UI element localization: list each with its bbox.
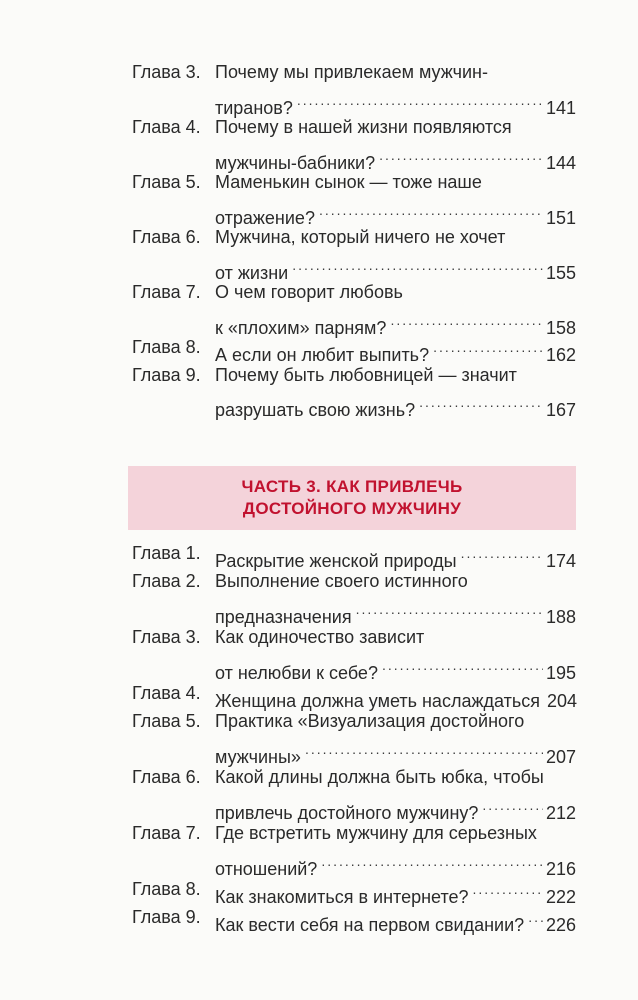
toc-entry-line [0,113,638,141]
page-number: 207 [545,747,576,767]
chapter-title: к «плохим» парням? [215,317,387,338]
part3-heading-line1: ЧАСТЬ 3. КАК ПРИВЛЕЧЬ [241,477,463,496]
page-number: 216 [545,859,576,879]
dot-leader [419,388,543,416]
toc-entry-line [0,539,638,571]
chapter-title: тиранов? [215,97,293,118]
dot-leader [297,86,543,114]
page-number: 174 [545,551,576,571]
chapter-label: Глава 4. [132,683,201,703]
chapter-label: Глава 7. [132,823,201,843]
chapter-title: от нелюбви к себе? [215,663,378,683]
toc-entry-line [0,567,638,595]
chapter-title: от жизни [215,262,289,283]
toc-entry-line [0,875,638,907]
page-number: 141 [545,97,576,118]
chapter-label: Глава 5. [132,711,201,731]
toc-entry-line [0,251,638,283]
page-number: 226 [545,915,576,935]
toc-entry-line [0,196,638,228]
toc-entry-line [0,278,638,306]
part3-heading-line2: ДОСТОЙНОГО МУЖЧИНУ [242,499,462,518]
page-number: 151 [545,207,576,228]
page-number: 155 [545,262,576,283]
page-number: 144 [545,152,576,173]
chapter-title: Где встретить мужчину для серьезных [215,823,537,843]
chapter-title: мужчины-бабники? [215,152,376,173]
chapter-title: Практика «Визуализация достойного [215,711,525,731]
chapter-title: разрушать свою жизнь? [215,400,416,420]
toc-entry-line [0,141,638,173]
chapter-label: Глава 1. [132,543,201,563]
toc-entry-line [0,763,638,791]
leader-row [215,903,576,939]
page-number: 204 [546,691,578,711]
toc-entry-line [0,333,638,365]
chapter-title: Какой длины должна быть юбка, чтобы [215,767,544,787]
toc-entry-line [0,223,638,251]
page-number: 188 [545,607,576,627]
dot-leader [321,847,543,875]
dot-leader [482,791,543,819]
page-number: 222 [545,887,576,907]
toc-entry-line [0,735,638,767]
chapter-title: предназначения [215,607,352,627]
chapter-title: мужчины» [215,747,301,767]
chapter-title: Почему мы привлекаем мужчин- [215,62,488,82]
chapter-title: Как вести себя на первом свидании? [215,915,525,935]
chapter-label: Глава 2. [132,571,201,591]
page-number: 167 [545,400,576,420]
toc-entry-line [0,86,638,118]
dot-leader [379,141,543,169]
dot-leader [319,196,543,224]
chapter-label: Глава 8. [132,337,201,357]
chapter-title: Раскрытие женской природы [215,551,457,571]
chapter-label: Глава 3. [132,627,201,647]
toc-entry-line [0,168,638,196]
toc-entry-line [0,847,638,879]
chapter-title: привлечь достойного мужчину? [215,803,479,823]
chapter-label: Глава 6. [132,227,201,247]
chapter-title: О чем говорит любовь [215,282,403,302]
chapter-label: Глава 5. [132,172,201,192]
dot-leader [390,306,543,334]
dot-leader [433,333,543,361]
chapter-label: Глава 6. [132,767,201,787]
page-number: 212 [545,803,576,823]
dot-leader [292,251,543,279]
chapter-title: Почему в нашей жизни появляются [215,117,512,137]
chapter-label: Глава 9. [132,907,201,927]
toc-entry-line [0,58,638,86]
chapter-title: Маменькин сынок — тоже наше [215,172,482,192]
chapter-label: Глава 4. [132,117,201,137]
chapter-title: А если он любит выпить? [215,345,430,365]
chapter-label: Глава 8. [132,879,201,899]
toc-entry-line [0,679,638,711]
dot-leader [528,903,543,931]
page-number: 158 [545,317,576,338]
chapter-title: Почему быть любовницей — значит [215,364,517,385]
toc-entry-line [0,361,638,389]
page-number: 195 [545,663,576,683]
chapter-title: Выполнение своего истинного [215,571,468,591]
leader-row [215,388,576,424]
toc-entry-line [0,595,638,627]
dot-leader [461,539,543,567]
toc-entry-line [0,903,638,935]
toc-entry-line [0,651,638,683]
dot-leader [473,875,543,903]
part3-banner [128,466,576,530]
chapter-title: Мужчина, который ничего не хочет [215,227,506,247]
dot-leader [305,735,543,763]
toc-entry-line [0,623,638,651]
chapter-label: Глава 3. [132,62,201,82]
dot-leader [356,595,543,623]
toc-entry-line [0,388,638,420]
toc-entry-line [0,791,638,823]
toc-entry-line [0,819,638,847]
chapter-label: Глава 7. [132,282,201,302]
chapter-label: Глава 9. [132,364,201,385]
chapter-title: Женщина должна уметь наслаждаться [215,691,540,711]
toc-entry-line [0,306,638,338]
chapter-title: отражение? [215,207,315,228]
chapter-title: Как знакомиться в интернете? [215,887,469,907]
chapter-title: Как одиночество зависит [215,627,425,647]
page-number: 162 [545,345,576,365]
chapter-title: отношений? [215,859,318,879]
toc-entry-line [0,707,638,735]
dot-leader [382,651,543,679]
